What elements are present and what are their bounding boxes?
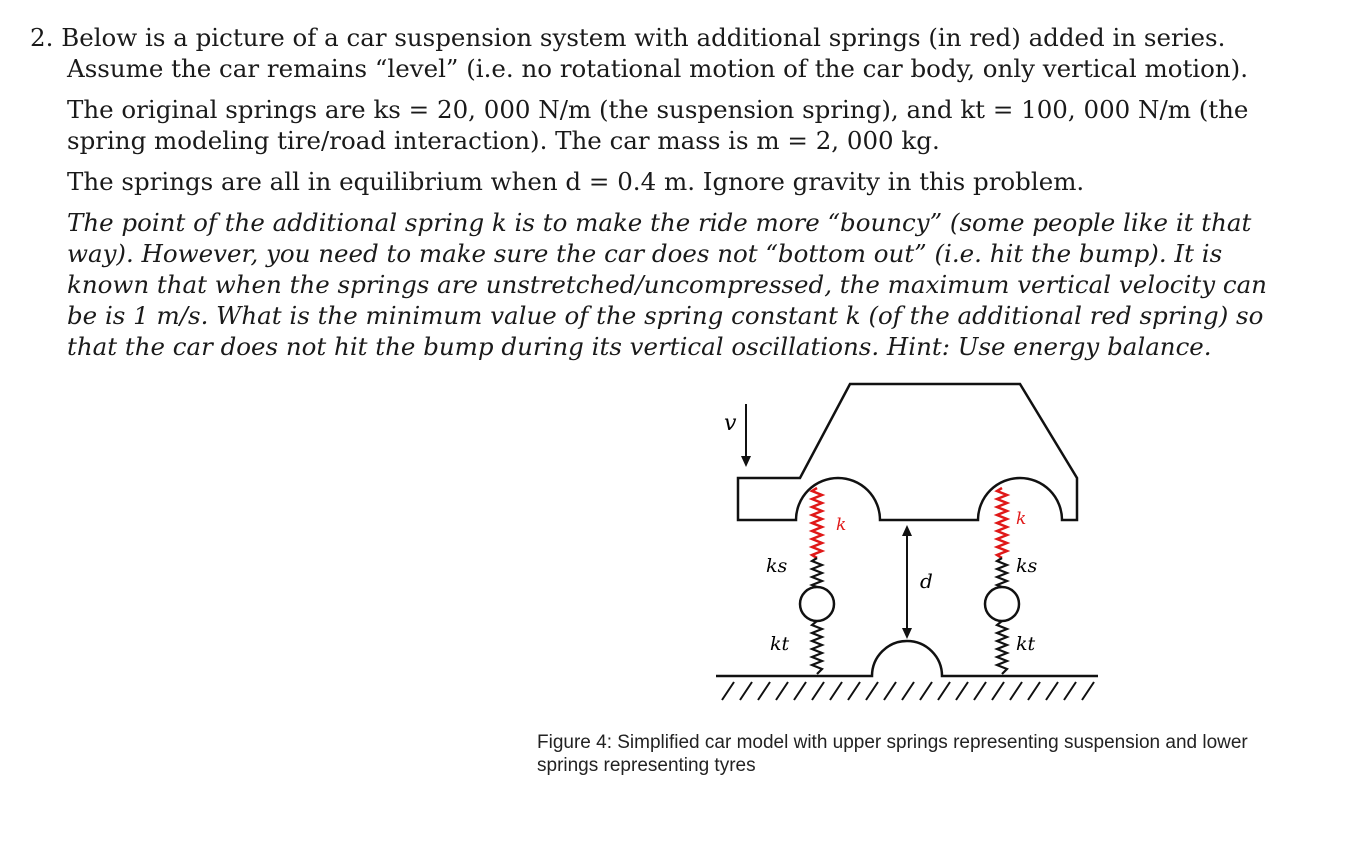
label-d: d	[920, 569, 933, 593]
problem-statement	[30, 22, 1300, 372]
right-red-spring-k	[997, 488, 1007, 558]
right-tire-mass	[985, 587, 1019, 621]
car-body	[738, 384, 1077, 520]
left-spring-assembly	[800, 488, 834, 674]
label-ks-right: ks	[1016, 555, 1038, 577]
d-arrowhead-bottom	[902, 628, 912, 639]
problem-intro: 2. Below is a picture of a car suspension system with additional springs (in red) added in series. Assume the car remains “level” (i.e. no rotational motion of the car body, only vertical motion).	[30, 23, 1249, 83]
problem-question: The point of the additional spring k is to make the ride more “bouncy” (some people like it that way). However, you need to make sure the car does not “bottom out” (i.e. hit the bump). It is known that when the springs are unstretched/uncompressed, the maximum vertical velocity can be is 1 m/s. What is the minimum value of the spring constant k (of the additional red spring) so that the car does not hit the bump during its vertical oscillations. Hint: Use energy balance.	[67, 208, 1267, 361]
figure-caption: Figure 4: Simplified car model with upper springs representing suspension and lower springs representing tyres	[537, 732, 1248, 776]
right-spring-assembly	[985, 488, 1019, 674]
label-k-right: k	[1016, 509, 1027, 529]
problem-givens: The original springs are ks = 20, 000 N/m (the suspension spring), and kt = 100, 000 N/m (the spring modeling tire/road interaction). The car mass is m = 2, 000 kg.	[67, 95, 1249, 155]
label-k-left: k	[836, 515, 847, 535]
label-kt-left: kt	[770, 633, 790, 655]
right-black-spring-kt	[997, 621, 1007, 674]
d-arrowhead-top	[902, 525, 912, 536]
right-black-spring-ks	[997, 558, 1007, 587]
problem-equilibrium: The springs are all in equilibrium when d = 0.4 m. Ignore gravity in this problem.	[67, 167, 1085, 196]
ground-hatching	[722, 682, 1094, 700]
label-kt-right: kt	[1016, 633, 1036, 655]
car-suspension-figure	[700, 374, 1120, 714]
left-black-spring-ks	[812, 558, 822, 587]
label-velocity: v	[724, 411, 737, 436]
velocity-arrowhead	[741, 456, 751, 467]
left-black-spring-kt	[812, 621, 822, 674]
problem-number: 2.	[30, 23, 54, 52]
left-red-spring-k	[812, 488, 822, 558]
left-tire-mass	[800, 587, 834, 621]
label-ks-left: ks	[766, 555, 788, 577]
